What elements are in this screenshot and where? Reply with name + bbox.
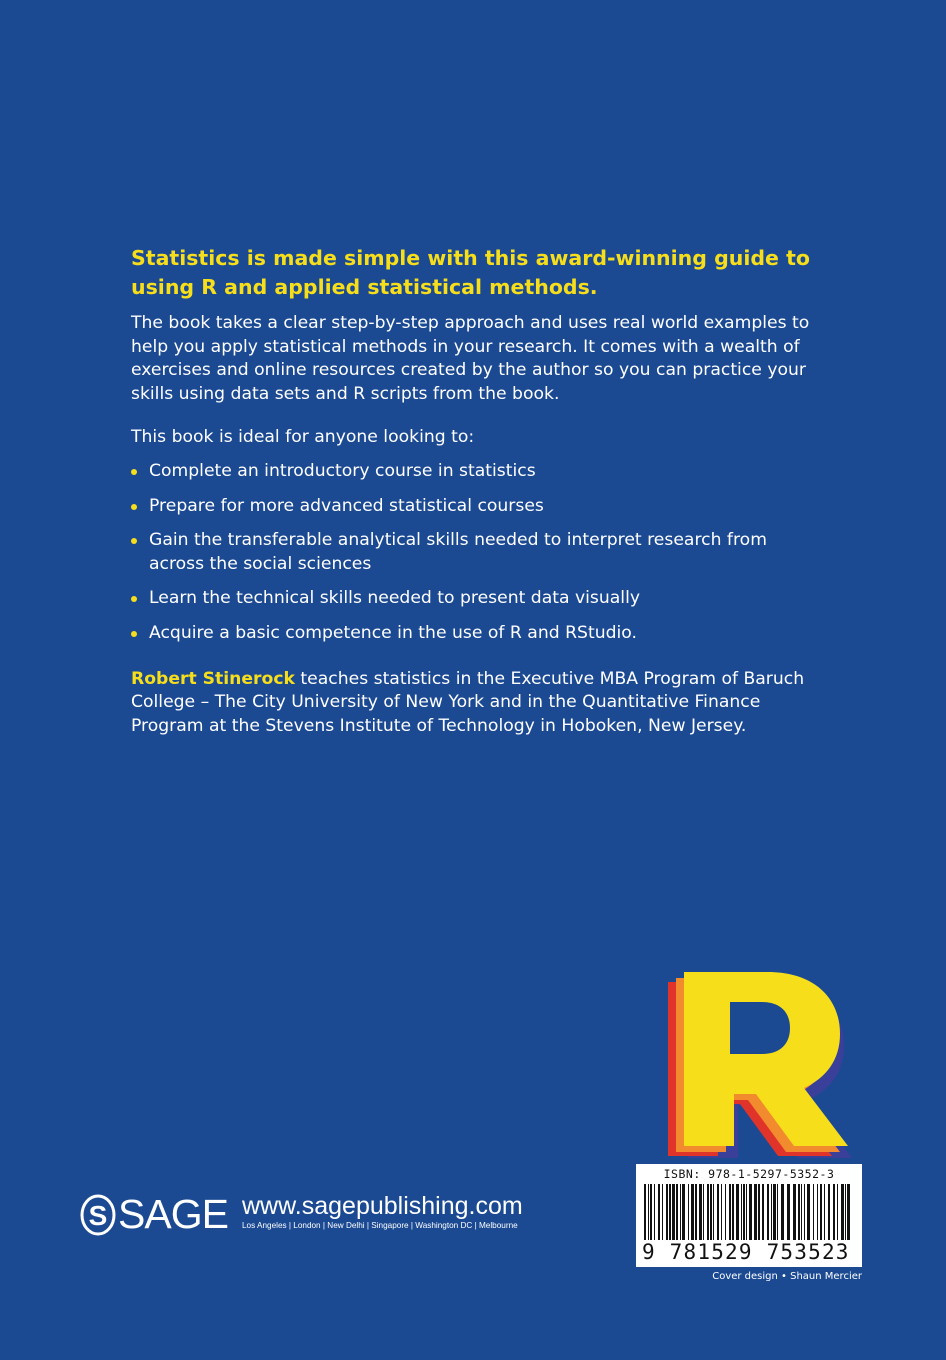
barcode-bar <box>662 1184 663 1240</box>
barcode-bar <box>837 1184 838 1240</box>
barcode-bar <box>680 1184 681 1240</box>
barcode-bar <box>676 1184 678 1240</box>
barcode-bar <box>672 1184 675 1240</box>
intro-paragraph: The book takes a clear step-by-step approach and uses real world examples to help you apply statistical methods in your research. It comes with a wealth of exercises and online resources created by the author so you can practice your skills using data sets and R scripts from the book. <box>131 313 810 404</box>
publisher-name: SAGE <box>118 1191 228 1237</box>
barcode-bar <box>771 1184 772 1240</box>
barcode-bar <box>648 1184 649 1240</box>
list-item: Prepare for more advanced statistical courses <box>131 495 815 519</box>
isbn-digits: 9 781529 753523 <box>642 1240 850 1264</box>
barcode-bar <box>691 1184 694 1240</box>
barcode-bar <box>767 1184 769 1240</box>
barcode-bar <box>762 1184 764 1240</box>
sage-logo <box>80 1191 228 1238</box>
barcode-bar <box>845 1184 846 1240</box>
barcode-bar <box>741 1184 742 1240</box>
barcode-bar <box>777 1184 778 1240</box>
barcode-bar <box>721 1184 722 1240</box>
barcode-bar <box>732 1184 734 1240</box>
bullet-dot <box>131 469 137 475</box>
barcode-icon <box>644 1184 854 1240</box>
list-item: Complete an introductory course in statistics <box>131 460 815 484</box>
barcode-bar <box>847 1184 850 1240</box>
barcode-bar <box>725 1184 726 1240</box>
barcode-bar <box>807 1184 810 1240</box>
barcode-bar <box>754 1184 757 1240</box>
barcode-bar <box>820 1184 822 1240</box>
barcode-bar <box>813 1184 814 1240</box>
barcode-bar <box>707 1184 709 1240</box>
barcode-bar <box>758 1184 760 1240</box>
bullet-dot <box>131 538 137 544</box>
isbn-label: ISBN: 978-1-5297-5352-3 <box>663 1167 835 1181</box>
barcode-bar <box>824 1184 825 1240</box>
barcode-bar <box>669 1184 671 1240</box>
barcode-bar <box>736 1184 739 1240</box>
barcode-bar <box>713 1184 714 1240</box>
bullet-dot <box>131 596 137 602</box>
r-logo-icon <box>660 962 860 1162</box>
barcode-bar <box>804 1184 805 1240</box>
publisher-info <box>242 1193 523 1230</box>
barcode-bar <box>688 1184 689 1240</box>
ideal-for-lead: This book is ideal for anyone looking to: <box>131 427 475 448</box>
barcode-bar <box>787 1184 790 1240</box>
barcode-bar <box>746 1184 747 1240</box>
cover-credit: Cover design • Shaun Mercier <box>712 1271 862 1282</box>
barcode-bar <box>699 1184 702 1240</box>
barcode-bar <box>833 1184 835 1240</box>
publisher-url[interactable]: www.sagepublishing.com <box>242 1192 523 1220</box>
list-item: Learn the technical skills needed to present data visually <box>131 587 815 611</box>
barcode-bar <box>717 1184 719 1240</box>
isbn-barcode <box>636 1164 862 1267</box>
author-name: Robert Stinerock <box>131 668 295 689</box>
barcode-bar <box>644 1184 646 1240</box>
author-bio <box>131 668 815 739</box>
barcode-bar <box>658 1184 660 1240</box>
barcode-bar <box>749 1184 752 1240</box>
barcode-bar <box>801 1184 802 1240</box>
list-item: Acquire a basic competence in the use of R and RStudio. <box>131 622 815 646</box>
barcode-bar <box>650 1184 652 1240</box>
barcode-bar <box>773 1184 776 1240</box>
barcode-bar <box>666 1184 668 1240</box>
back-cover-text <box>131 244 815 758</box>
barcode-bar <box>817 1184 818 1240</box>
barcode-bar <box>682 1184 685 1240</box>
barcode-bar <box>743 1184 745 1240</box>
barcode-bar <box>781 1184 784 1240</box>
barcode-bar <box>695 1184 697 1240</box>
audience-list <box>131 460 815 646</box>
headline: Statistics is made simple with this award-winning guide to using R and applied statistical methods. <box>131 246 810 299</box>
sage-emblem-icon <box>80 1194 116 1236</box>
bullet-dot <box>131 631 137 637</box>
barcode-bar <box>654 1184 655 1240</box>
bullet-dot <box>131 504 137 510</box>
barcode-bar <box>703 1184 704 1240</box>
author-bio-text: teaches statistics in the Executive MBA Program of Baruch College – The City University of New York and in the Quantitative Finance Program at the Stevens Institute of Technology in Hoboken, New Jersey. <box>131 668 805 736</box>
barcode-bar <box>841 1184 844 1240</box>
barcode-bar <box>710 1184 712 1240</box>
barcode-bar <box>798 1184 800 1240</box>
barcode-bar <box>793 1184 796 1240</box>
list-item: Gain the transferable analytical skills needed to interpret research from across the social sciences <box>131 529 815 576</box>
publisher-cities: Los Angeles | London | New Delhi | Singapore | Washington DC | Melbourne <box>242 1221 518 1230</box>
barcode-bar <box>828 1184 830 1240</box>
svg-text:S: S <box>88 1199 108 1231</box>
barcode-bar <box>729 1184 731 1240</box>
